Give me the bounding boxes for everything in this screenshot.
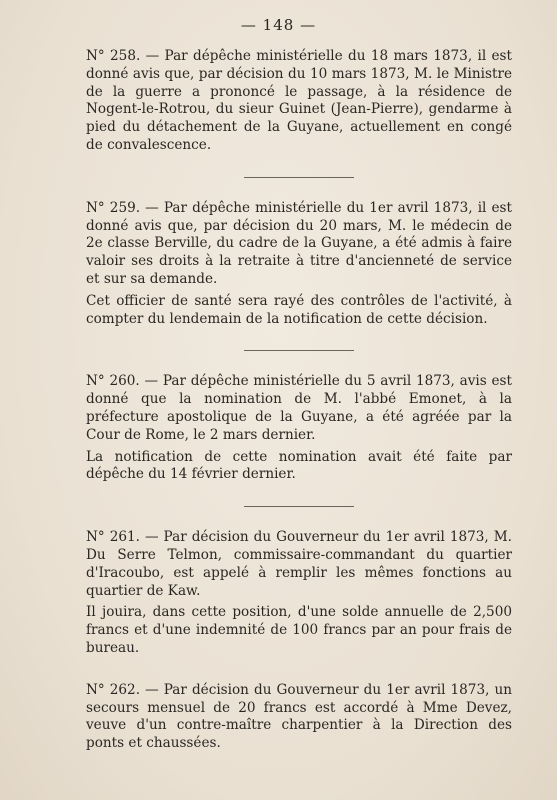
entry-259 <box>86 200 512 329</box>
entry-paragraph: N° 260. — Par dépêche ministérielle du 5 avril 1873, avis est donné que la nomination de M. l'abbé Emonet, à la préfecture apostolique de la Guyane, a été agréée par la Cour de Rome, le 2 mars dernier. <box>86 373 512 443</box>
entry-258 <box>86 48 512 155</box>
entry-paragraph: N° 259. — Par dépêche ministérielle du 1er avril 1873, il est donné avis que, par décision du 20 mars, M. le médecin de 2e classe Berville, du cadre de la Guyane, a été admis à faire valoir ses droits à la retraite à titre d'ancienneté de service et sur sa demande. <box>86 199 512 287</box>
entry-260 <box>86 373 512 484</box>
page-number: — 148 — <box>240 16 317 34</box>
entry-261 <box>86 529 512 658</box>
entry-paragraph: N° 261. — Par décision du Gouverneur du 1er avril 1873, M. Du Serre Telmon, commissaire-commandant du quartier d'Iracoubo, est appelé à remplir les mêmes fonctions au quartier de Kaw. <box>86 529 512 599</box>
entry-paragraph: N° 262. — Par décision du Gouverneur du 1er avril 1873, un secours mensuel de 20 francs est accordé à Mme Devez, veuve d'un contre-maître charpentier à la Direction des ponts et chaussées. <box>86 681 512 752</box>
document-body <box>86 48 512 753</box>
entry-paragraph: Il jouira, dans cette position, d'une solde annuelle de 2,500 francs et d'une indemnité de 100 francs par an pour frais de bureau. <box>86 604 512 656</box>
entry-paragraph: N° 258. — Par dépêche ministérielle du 18 mars 1873, il est donné avis que, par décision du 10 mars 1873, M. le Ministre de la guerre a prononcé le passage, à la résidence de Nogent-le-Rotrou, du sieur Guinet (Jean-Pierre), gendarme à pied du détachement de la Guyane, actuellement en congé de convalescence. <box>86 48 512 153</box>
entry-paragraph: Cet officier de santé sera rayé des contrôles de l'activité, à compter du lendemain de la notification de cette décision. <box>86 292 512 327</box>
entry-262 <box>86 682 512 753</box>
entry-paragraph: La notification de cette nomination avait été faite par dépêche du 14 février dernier. <box>86 448 512 483</box>
